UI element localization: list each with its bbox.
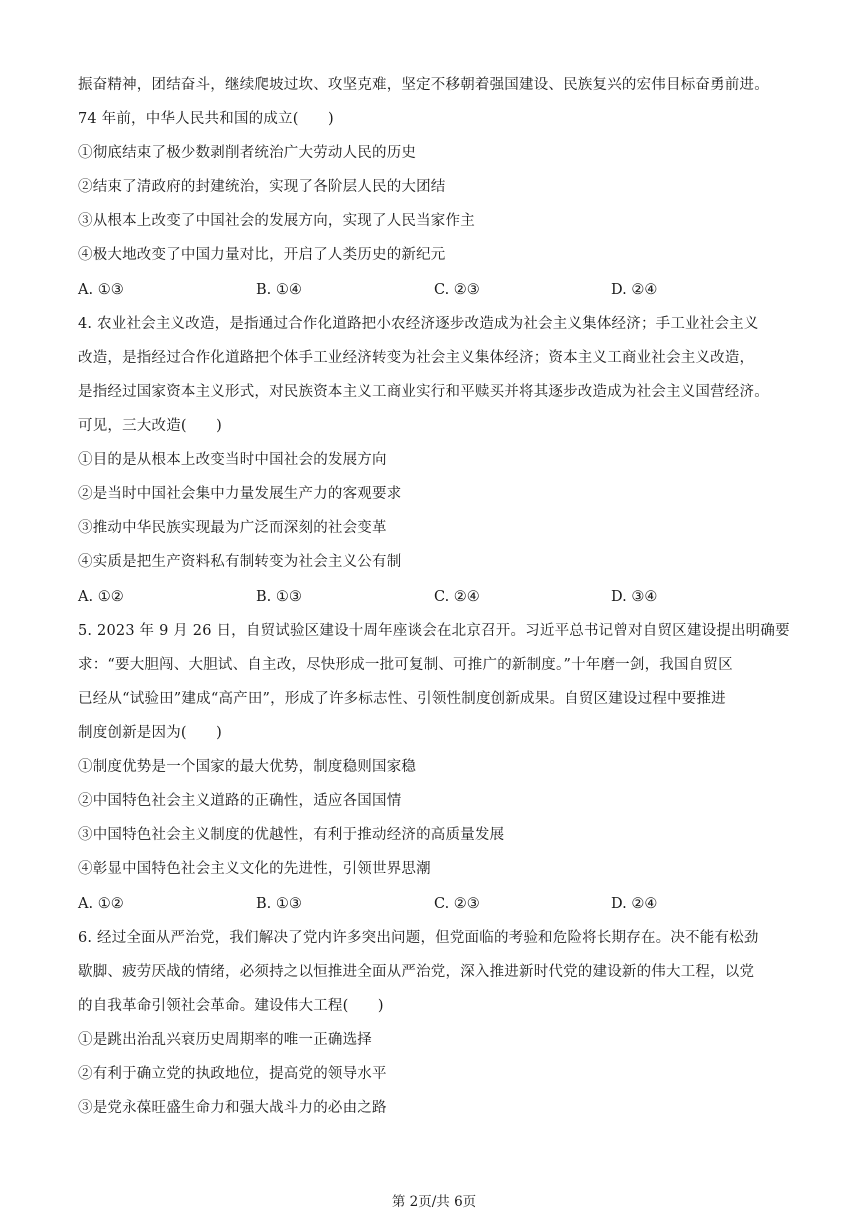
- q6-item-3: ③是党永葆旺盛生命力和强大战斗力的必由之路: [78, 1100, 387, 1116]
- intro-line-1: 振奋精神，团结奋斗，继续爬坡过坎、攻坚克难，坚定不移朝着强国建设、民族复兴的宏伟目标奋勇前进。: [78, 77, 769, 93]
- q4-item-4: ④实质是把生产资料私有制转变为社会主义公有制: [78, 554, 402, 570]
- q6-item-2: ②有利于确立党的执政地位，提高党的领导水平: [78, 1066, 387, 1082]
- q6-item-1: ①是跳出治乱兴衰历史周期率的唯一正确选择: [78, 1032, 372, 1048]
- intro-line-2: 74 年前，中华人民共和国的成立( ): [78, 111, 334, 127]
- q4-stem-line-1: 4. 农业社会主义改造，是指通过合作化道路把小农经济逐步改造成为社会主义集体经济；手工业社会主义: [78, 316, 759, 332]
- q3-option-a: A. ①③: [78, 282, 124, 298]
- q5-item-1: ①制度优势是一个国家的最大优势，制度稳则国家稳: [78, 759, 417, 775]
- q4-option-c: C. ②④: [434, 589, 480, 605]
- q3-option-b: B. ①④: [256, 282, 302, 298]
- q3-item-1: ①彻底结束了极少数剥削者统治广大劳动人民的历史: [78, 145, 417, 161]
- q5-stem-line-3: 已经从“试验田”建成“高产田”，形成了许多标志性、引领性制度创新成果。自贸区建设过程中要推进: [78, 691, 726, 707]
- q4-item-3: ③推动中华民族实现最为广泛而深刻的社会变革: [78, 520, 387, 536]
- q5-item-3: ③中国特色社会主义制度的优越性，有利于推动经济的高质量发展: [78, 827, 505, 843]
- q4-option-b: B. ①③: [256, 589, 302, 605]
- q6-stem-line-2: 歇脚、疲劳厌战的情绪，必须持之以恒推进全面从严治党，深入推进新时代党的建设新的伟大工程，以党: [78, 964, 755, 980]
- q5-stem-line-1: 5. 2023 年 9 月 26 日，自贸试验区建设十周年座谈会在北京召开。习近平总书记曾对自贸区建设提出明确要: [78, 623, 790, 639]
- q4-item-1: ①目的是从根本上改变当时中国社会的发展方向: [78, 452, 387, 468]
- q4-option-a: A. ①②: [78, 589, 124, 605]
- q4-stem-line-2: 改造，是指经过合作化道路把个体手工业经济转变为社会主义集体经济；资本主义工商业社会主义改造，: [78, 350, 755, 366]
- q3-item-4: ④极大地改变了中国力量对比，开启了人类历史的新纪元: [78, 247, 446, 263]
- q3-item-2: ②结束了清政府的封建统治，实现了各阶层人民的大团结: [78, 179, 446, 195]
- q6-stem-line-3: 的自我革命引领社会革命。建设伟大工程( ): [78, 998, 384, 1014]
- q5-item-2: ②中国特色社会主义道路的正确性，适应各国国情: [78, 793, 402, 809]
- page-number: 第 2页/共 6页: [391, 1194, 477, 1210]
- q6-stem-line-1: 6. 经过全面从严治党，我们解决了党内许多突出问题，但党面临的考验和危险将长期存在。决不能有松劲: [78, 930, 759, 946]
- q5-stem-line-2: 求：“要大胆闯、大胆试、自主改，尽快形成一批可复制、可推广的新制度。”十年磨一剑，我国自贸区: [78, 657, 733, 673]
- q3-item-3: ③从根本上改变了中国社会的发展方向，实现了人民当家作主: [78, 213, 475, 229]
- q3-option-c: C. ②③: [434, 282, 480, 298]
- q4-option-d: D. ③④: [611, 589, 658, 605]
- q4-item-2: ②是当时中国社会集中力量发展生产力的客观要求: [78, 486, 402, 502]
- q5-option-b: B. ①③: [256, 896, 302, 912]
- q4-stem-line-3: 是指经过国家资本主义形式，对民族资本主义工商业实行和平赎买并将其逐步改造成为社会主义国营经济。: [78, 384, 769, 400]
- q5-option-c: C. ②③: [434, 896, 480, 912]
- q4-stem-line-4: 可见，三大改造( ): [78, 418, 223, 434]
- q5-option-a: A. ①②: [78, 896, 124, 912]
- q5-stem-line-4: 制度创新是因为( ): [78, 725, 223, 741]
- q5-option-d: D. ②④: [611, 896, 658, 912]
- q5-item-4: ④彰显中国特色社会主义文化的先进性，引领世界思潮: [78, 861, 431, 877]
- q3-option-d: D. ②④: [611, 282, 658, 298]
